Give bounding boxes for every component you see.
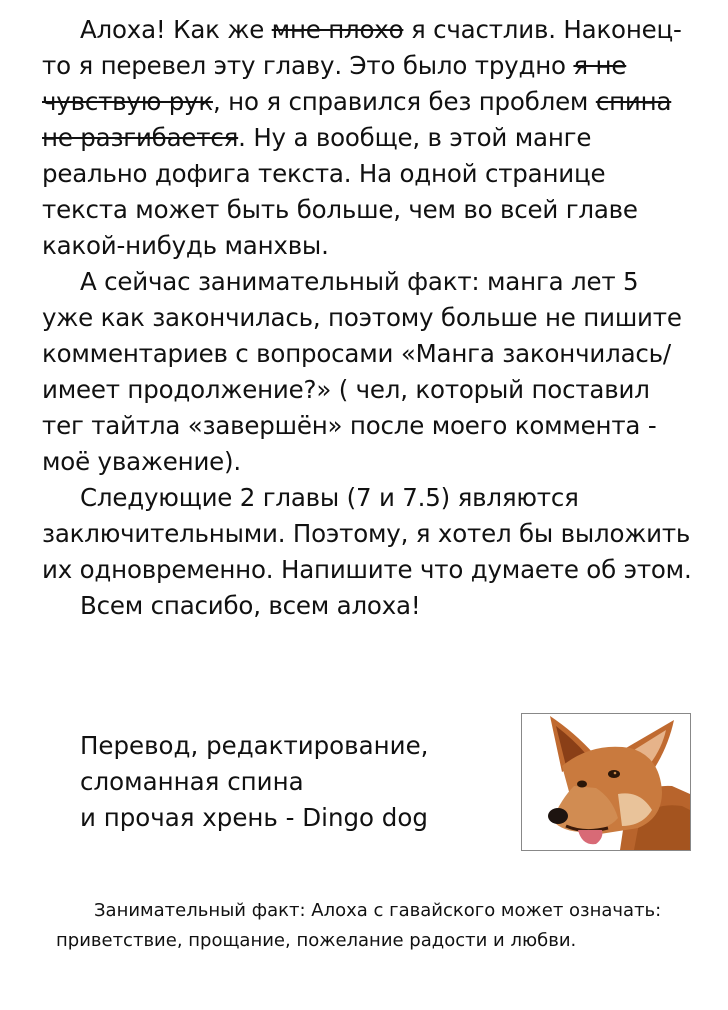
intro-text-1: Алоха! Как же [80, 15, 272, 44]
strikethrough-text-3: спина не разгибается [42, 87, 672, 152]
main-text [42, 12, 692, 624]
paragraph-intro [42, 12, 692, 264]
credits-line-3: и прочая хрень - Dingo dog [80, 803, 428, 832]
dingo-dog-photo [521, 713, 691, 851]
strikethrough-text-1: мне плохо [271, 15, 404, 44]
intro-text-4: . Ну а вообще, в этой манге реально дофига текста. На одной странице текста может быть больше, чем во всей главе какой-нибудь манхвы. [42, 123, 638, 260]
credits-line-1: Перевод, редактирование, [80, 731, 429, 760]
intro-text-2: я счастлив. Наконец-то я перевел эту главу. Это было трудно [42, 15, 682, 80]
intro-text-3: , но я справился без проблем [212, 87, 596, 116]
credits-line-2: сломанная спина [80, 767, 304, 796]
paragraph-fun-fact: А сейчас занимательный факт: манга лет 5 уже как закончилась, поэтому больше не пишите комментариев с вопросами «Манга закончилась/имеет продолжение?» ( чел, который поставил тег тайтла «завершён» после моего коммента - моё уважение). [42, 267, 682, 476]
paragraph-thanks: Всем спасибо, всем алоха! [80, 591, 421, 620]
footnote-text: Занимательный факт: Алоха с гавайского может означать: приветствие, прощание, пожелание радости и любви. [56, 900, 662, 951]
footnote [56, 896, 696, 956]
dog-icon [522, 714, 690, 850]
paragraph-next-chapters: Следующие 2 главы (7 и 7.5) являются заключительными. Поэтому, я хотел бы выложить их одновременно. Напишите что думаете об этом. [42, 483, 692, 584]
strikethrough-text-2: я не чувствую рук [42, 51, 627, 116]
credits [80, 728, 510, 836]
